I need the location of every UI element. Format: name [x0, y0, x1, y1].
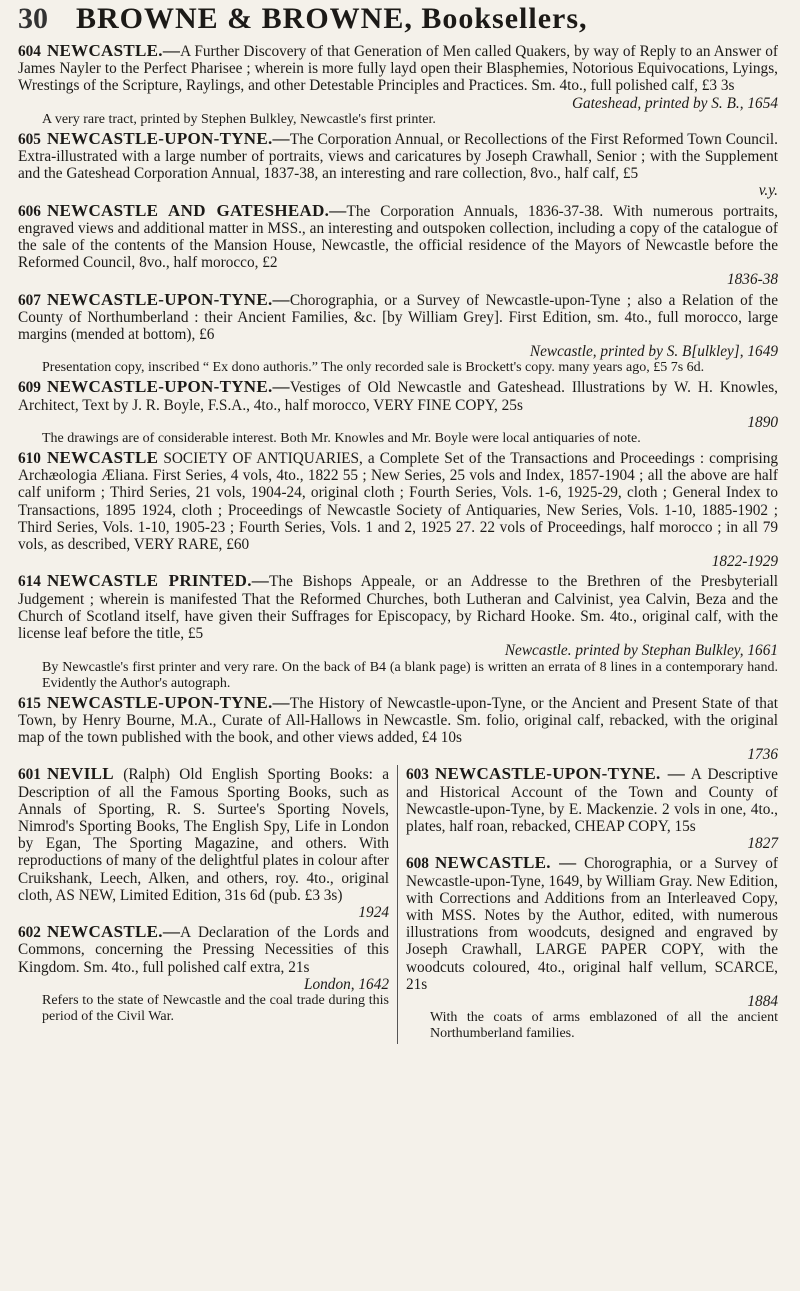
entry-description: The Corporation Annual, or Recollections of the First Reformed Town Council. Extra-illustrated with a large number of portraits, views and caricatures by Joseph Crawhall, Senior ; with the Supplement and the Gateshead Corporation Annual, 1837-38, an interesting and rare collection, 8vo., half calf, £5: [18, 130, 778, 183]
entry-imprint: Gateshead, printed by S. B., 1654: [571, 94, 778, 112]
entry-description: A Declaration of the Lords and Commons, concerning the Pressing Necessities of this Kingdom. Sm. 4to., full polished calf extra, 21s: [18, 924, 389, 976]
entry-imprint: 1827: [747, 835, 778, 853]
entry-heading: NEWCASTLE-UPON-TYNE.—: [46, 692, 290, 712]
catalogue-entry: [18, 378, 778, 447]
catalogue-entry: [18, 572, 778, 691]
entry-note: A very rare tract, printed by Stephen Bulkley, Newcastle's first printer.: [42, 111, 436, 127]
catalogue-entry: [18, 449, 778, 570]
left-column: [18, 765, 398, 1044]
catalogue-entry: [406, 765, 778, 852]
running-head: BROWNE & BROWNE, Booksellers,: [76, 2, 588, 35]
right-column: [398, 765, 778, 1044]
entry-text: [406, 854, 778, 993]
entry-note: By Newcastle's first printer and very rare. On the back of B4 (a blank page) is written an errata of 8 lines in a contemporary hand. Evidently the Author's autograph.: [42, 659, 778, 691]
lot-number: 607: [18, 291, 41, 309]
entry-heading: NEVILL: [46, 764, 114, 784]
entry-description: A Descriptive and Historical Account of the Town and County of Newcastle-upon-Tyne, by E. Mackenzie. 2 vols in one, 4to., plates, half roan, rebacked, CHEAP COPY, 15s: [406, 766, 778, 835]
entry-imprint: 1736: [747, 746, 778, 764]
entry-text: [18, 42, 778, 95]
entry-description: Chorographia, or a Survey of Newcastle-upon-Tyne, 1649, by William Gray. New Edition, with Corrections and Additions from an Interleaved Copy, with MSS. Notes by the Author, edited, with numerous illustrations from woodcuts, designed and engraved by Joseph Crawhall, LARGE PAPER COPY, with the woodcuts coloured, 4to., original half vellum, SCARCE, 21s: [406, 855, 778, 993]
catalogue-entry: [18, 765, 389, 921]
entry-text: [18, 923, 389, 976]
entry-text: [18, 378, 778, 413]
catalogue-entry: [18, 202, 778, 289]
entry-description: The Corporation Annuals, 1836-37-38. With numerous portraits, engraved views and additional matter in MSS., an interesting and outspoken collection, including a copy of the catalogue of the sale of the contents of the Mansion House, Newcastle, the official residence of the Mayors of Newcastle before the Reformed Council, 8vo., half morocco, £2: [18, 202, 778, 272]
page-header: [18, 0, 778, 42]
entry-imprint: 1822-1929: [711, 553, 778, 571]
entry-imprint: 1884: [747, 992, 778, 1010]
entry-text: [18, 572, 778, 642]
entry-text: [18, 130, 778, 183]
entry-heading: NEWCASTLE: [46, 448, 159, 468]
catalogue-entry: [18, 694, 778, 764]
entry-text: [18, 202, 778, 272]
entry-description: Chorographia, or a Survey of Newcastle-upon-Tyne ; also a Relation of the County of Northumberland : their Ancient Families, &c. [by William Grey]. First Edition, sm. 4to., full morocco, large margins (mended at bottom), £6: [18, 291, 778, 344]
catalogue-entry: [18, 923, 389, 1025]
lot-number: 608: [406, 855, 429, 873]
lot-number: 615: [18, 694, 41, 712]
entry-note: The drawings are of considerable interest. Both Mr. Knowles and Mr. Boyle were local antiquaries of note.: [42, 431, 641, 447]
lot-number: 601: [18, 766, 41, 784]
lot-number: 609: [18, 379, 41, 397]
catalogue-entry: [18, 291, 778, 377]
entry-description: (Ralph) Old English Sporting Books: a Description of all the Famous Sporting Books, such as Annals of Sporting, R. S. Surtee's Sporting Novels, Nimrod's Sporting Books, The English Spy, Life in London by Egan, The Sporting Magazine, and others. With reproductions of many of the delightful plates in colour after Cruikshank, Leech, Alken, and others, roy. 4to., original cloth, AS NEW, Limited Edition, 31s 6d (pub. £3 3s): [18, 766, 389, 904]
catalogue-entry: [18, 130, 778, 200]
entry-heading: NEWCASTLE-UPON-TYNE.—: [46, 377, 290, 397]
entry-note: Presentation copy, inscribed “ Ex dono authoris.” The only recorded sale is Brockett's copy. many years ago, £5 7s 6d.: [42, 360, 705, 376]
lot-number: 614: [18, 573, 41, 591]
lot-number: 606: [18, 202, 41, 220]
entry-heading: NEWCASTLE. —: [434, 853, 577, 873]
entry-imprint: 1836-38: [727, 271, 778, 289]
entry-imprint: 1890: [747, 413, 778, 431]
entry-note: Refers to the state of Newcastle and the coal trade during this period of the Civil War.: [42, 992, 389, 1024]
entry-heading: NEWCASTLE-UPON-TYNE.—: [46, 128, 290, 148]
lot-number: 610: [18, 450, 41, 468]
entry-heading: NEWCASTLE.—: [46, 41, 181, 60]
entry-text: [406, 765, 778, 835]
entry-description: A Further Discovery of that Generation of Men called Quakers, by way of Reply to an Answer of James Nayler to the Perfect Pharisee ; wherein is more fully layd open their Blasphemies, Notorious Equivocations, Lyings, Wrestings of the Scripture, Raylings, and other Detestable Principles and Practices. Sm. 4to., full polished calf, £3 3s: [18, 43, 778, 95]
entry-description: SOCIETY OF ANTIQUARIES, a Complete Set of the Transactions and Proceedings : comprising Archæologia Æliana. First Series, 4 vols, 4to., 1822 55 ; New Series, 25 vols and Index, 1857-1904 ; all the above are half calf uniform ; Third Series, 21 vols, 1904-24, original cloth ; Fourth Series, Vols. 1-6, 1925-29, cloth ; General Index to Transactions, 1895 1924, cloth ; Proceedings of Newcastle Society of Antiquaries, New Series, Vols. 1-10, 1885-1902 ; Third Series, Vols. 1-10, 1905-23 ; Fourth Series, Vols. 1 and 2, 1925 27. 22 vols of Proceedings, half morocco ; in all 79 vols, as described, VERY RARE, £60: [18, 450, 778, 554]
entry-description: The History of Newcastle-upon-Tyne, or the Ancient and Present State of that Town, by Henry Bourne, M.A., Curate of All-Hallows in Newcastle. Sm. folio, original calf, rebacked, with the original map of the town published with the book, and other views added, £4 10s: [18, 694, 778, 746]
entry-text: [18, 765, 389, 904]
two-column-section: [18, 765, 778, 1044]
entry-description: Vestiges of Old Newcastle and Gateshead. Illustrations by W. H. Knowles, Architect, Text by J. R. Boyle, F.S.A., 4to., half morocco, VERY FINE COPY, 25s: [18, 379, 778, 414]
entry-imprint: v.y.: [758, 182, 778, 200]
entry-text: [18, 449, 778, 553]
lot-number: 602: [18, 924, 41, 942]
catalogue-entry: [406, 854, 778, 1042]
page-number: 30: [18, 2, 48, 35]
lot-number: 605: [18, 130, 41, 148]
catalogue-entries: [18, 42, 778, 763]
lot-number: 604: [18, 43, 41, 60]
entry-text: [18, 694, 778, 747]
entry-heading: NEWCASTLE PRINTED.—: [46, 571, 270, 591]
entry-description: The Bishops Appeale, or an Addresse to the Brethren of the Presbyteriall Judgement ; wherein is manifested That the Reformed Churches, both Lutheran and Calvinist, yea Calvin, Beza and the Church of Scotland itself, have given their Suffrages for Episcopacy, by Richard Hooke. Sm. 4to., original calf, with the license leaf before the title, £5: [18, 573, 778, 643]
catalogue-entry: [18, 42, 778, 128]
entry-imprint: 1924: [358, 903, 389, 921]
entry-heading: NEWCASTLE-UPON-TYNE. —: [434, 764, 686, 784]
entry-heading: NEWCASTLE-UPON-TYNE.—: [46, 289, 290, 309]
lot-number: 603: [406, 766, 429, 784]
entry-text: [18, 291, 778, 344]
entry-imprint: London, 1642: [304, 975, 389, 993]
entry-imprint: Newcastle. printed by Stephan Bulkley, 1661: [504, 642, 778, 660]
entry-note: With the coats of arms emblazoned of all the ancient Northumberland families.: [430, 1010, 778, 1042]
entry-heading: NEWCASTLE AND GATESHEAD.—: [46, 200, 347, 220]
entry-heading: NEWCASTLE.—: [46, 922, 181, 942]
entry-imprint: Newcastle, printed by S. B[ulkley], 1649: [529, 343, 778, 361]
